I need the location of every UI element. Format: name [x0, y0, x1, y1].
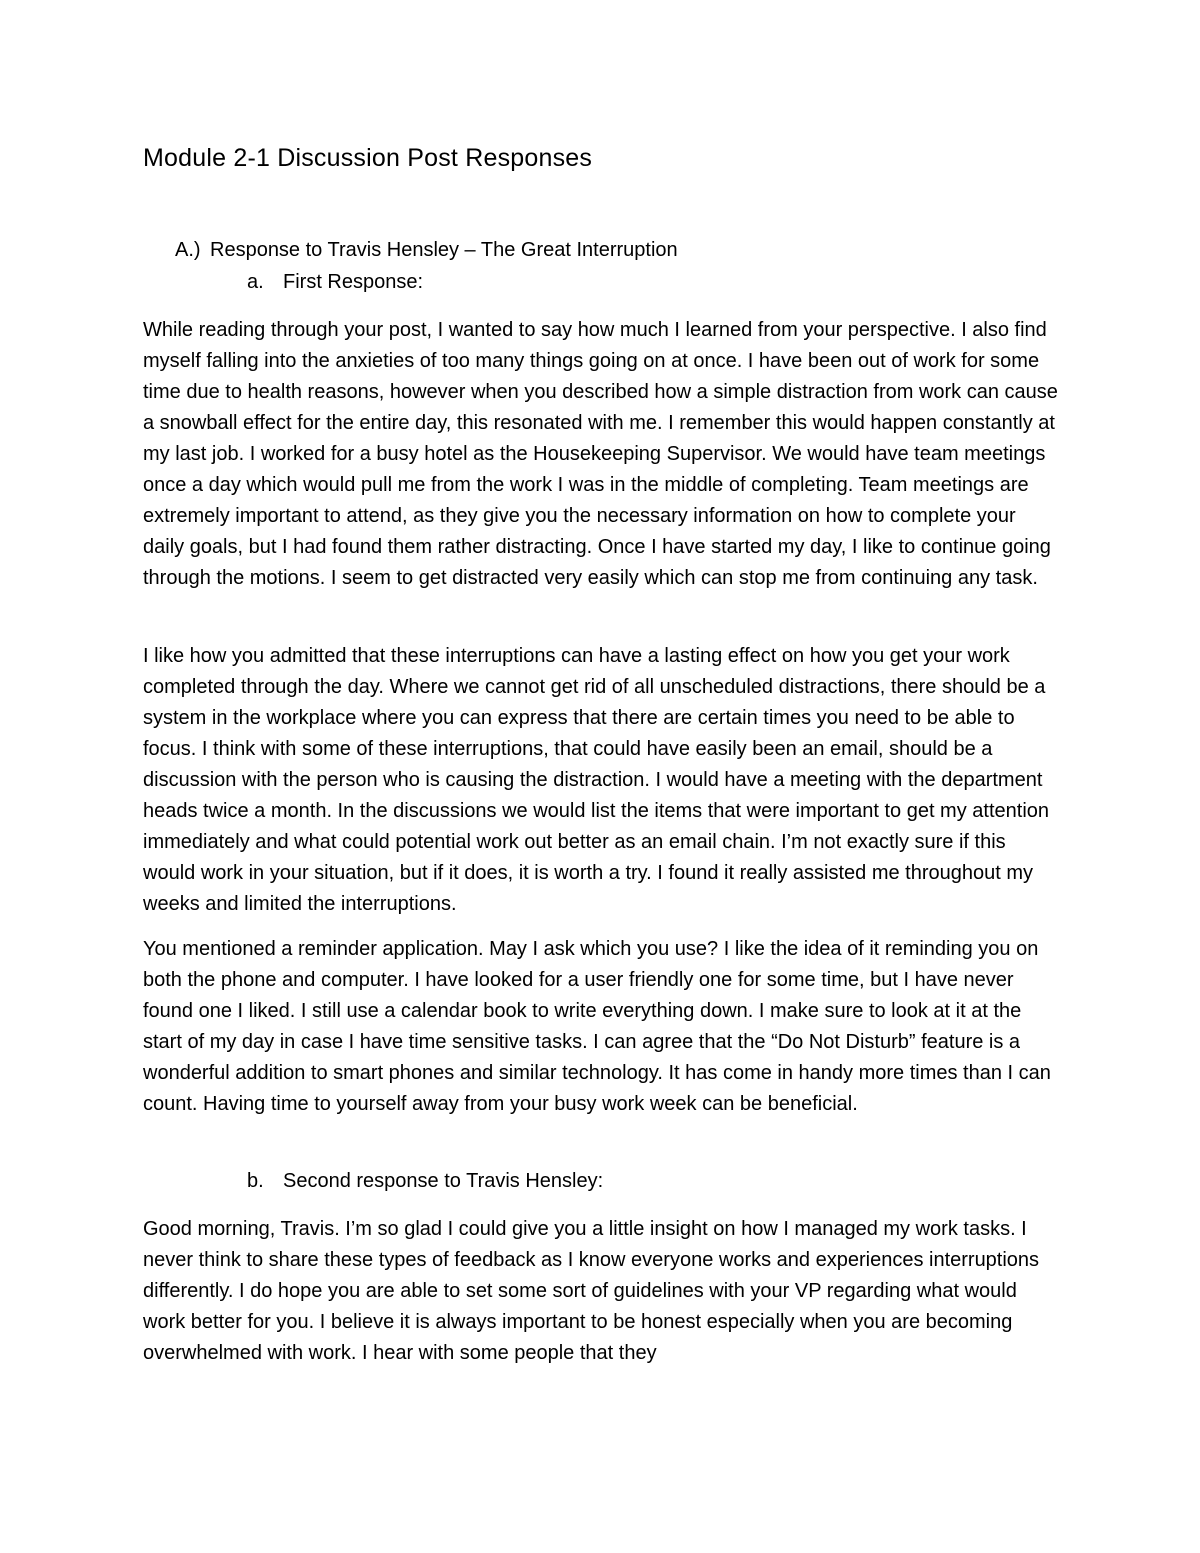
section-a-heading [175, 239, 678, 262]
item-a-letter: a. [247, 271, 264, 293]
paragraph-1: While reading through your post, I wanted to say how much I learned from your perspective. I also find myself falling into the anxieties of too many things going on at once. I have been out of work for some time due to health reasons, however when you described how a simple distraction from work can cause a snowball effect for the entire day, this resonated with me. I remember this would happen constantly at my last job. I worked for a busy hotel as the Housekeeping Supervisor. We would have team meetings once a day which would pull me from the work I was in the middle of completing. Team meetings are extremely important to attend, as they give you the necessary information on how to complete your daily goals, but I had found them rather distracting. Once I have started my day, I like to continue going through the motions. I seem to get distracted very easily which can stop me from continuing any task. [143, 319, 1058, 589]
paragraph-3: You mentioned a reminder application. May I ask which you use? I like the idea of it reminding you on both the phone and computer. I have looked for a user friendly one for some time, but I have never found one I liked. I still use a calendar book to write everything down. I make sure to look at it at the start of my day in case I have time sensitive tasks. I can agree that the “Do Not Disturb” feature is a wonderful addition to smart phones and similar technology. It has come in handy more times than I can count. Having time to yourself away from your busy work week can be beneficial. [143, 938, 1051, 1115]
item-a-label: First Response: [283, 271, 424, 293]
paragraph-2: I like how you admitted that these interruptions can have a lasting effect on how you get your work completed through the day. Where we cannot get rid of all unscheduled distractions, there should be a system in the workplace where you can express that there are certain times you need to be able to focus. I think with some of these interruptions, that could have easily been an email, should be a discussion with the person who is causing the distraction. I would have a meeting with the department heads twice a month. In the discussions we would list the items that were important to get my attention immediately and what could potential work out better as an email chain. I’m not exactly sure if this would work in your situation, but if it does, it is worth a try. I found it really assisted me throughout my weeks and limited the interruptions. [143, 645, 1050, 915]
section-a-heading-text: Response to Travis Hensley – The Great Interruption [210, 239, 678, 261]
item-b-heading [247, 1170, 603, 1193]
item-a-heading [247, 271, 423, 294]
paragraph-b: Good morning, Travis. I’m so glad I could give you a little insight on how I managed my work tasks. I never think to share these types of feedback as I know everyone works and experiences interruptions differently. I do hope you are able to set some sort of guidelines with your VP regarding what would work better for you. I believe it is always important to be honest especially when you are becoming overwhelmed with work. I hear with some people that they [143, 1218, 1040, 1364]
section-a-label: A.) [175, 239, 201, 261]
item-b-label: Second response to Travis Hensley: [283, 1170, 604, 1192]
document-title: Module 2-1 Discussion Post Responses [143, 144, 593, 172]
item-b-letter: b. [247, 1170, 264, 1192]
